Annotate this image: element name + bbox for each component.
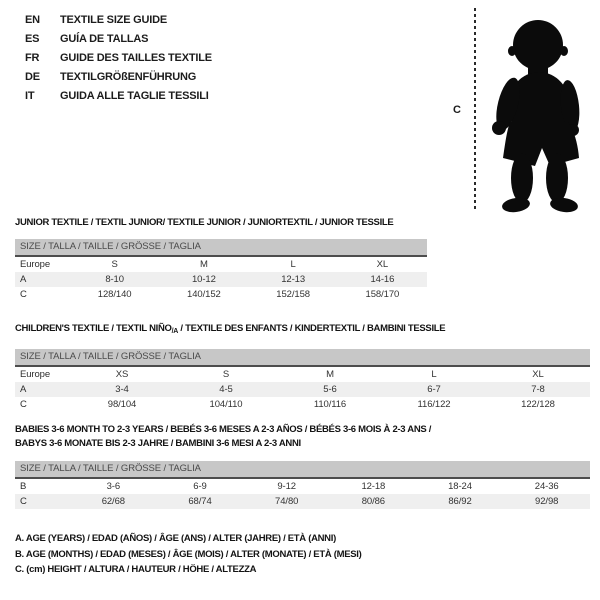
language-label: GUÍA DE TALLAS — [60, 32, 149, 45]
size-value: 122/128 — [521, 399, 555, 410]
table-row — [15, 397, 590, 412]
size-value: 86/92 — [448, 496, 472, 507]
title-text: / TEXTILE DES ENFANTS / KINDERTEXTIL / BAMBINI TESSILE — [178, 323, 446, 334]
table-row — [15, 287, 427, 302]
size-value: 158/170 — [365, 289, 400, 300]
language-code: FR — [25, 51, 40, 64]
column-header: Europe — [20, 259, 51, 270]
size-header-bar: SIZE / TALLA / TAILLE / GRÖSSE / TAGLIA — [15, 349, 590, 367]
size-value: 152/158 — [276, 289, 310, 300]
column-header: XS — [115, 369, 129, 380]
row-label: C — [20, 496, 27, 507]
size-value: 98/104 — [107, 399, 137, 410]
row-label: C — [20, 289, 27, 300]
column-header: M — [326, 369, 334, 380]
junior-table — [15, 216, 427, 302]
baby-silhouette-icon — [486, 18, 596, 216]
language-code: IT — [25, 89, 35, 102]
row-label: A — [20, 384, 27, 395]
language-label: TEXTILGRÖßENFÜHRUNG — [60, 70, 197, 83]
column-header: XL — [532, 369, 544, 380]
size-value: 18-24 — [448, 481, 472, 492]
language-code: EN — [25, 13, 40, 26]
language-code: ES — [25, 32, 40, 45]
size-header-bar: SIZE / TALLA / TAILLE / GRÖSSE / TAGLIA — [15, 461, 590, 479]
row-label: C — [20, 399, 27, 410]
babies-table — [15, 423, 590, 509]
footnote-b: B. AGE (MONTHS) / EDAD (MESES) / ÂGE (MOIS) / ALTER (MONATE) / ETÀ (MESI) — [15, 548, 362, 560]
size-value: 62/68 — [101, 496, 125, 507]
column-header: L — [431, 369, 437, 380]
language-label: GUIDE DES TAILLES TEXTILE — [60, 51, 212, 64]
size-value: 110/116 — [313, 399, 347, 410]
size-value: 92/98 — [535, 496, 559, 507]
size-value: 74/80 — [275, 496, 299, 507]
size-value: 7-8 — [531, 384, 545, 395]
size-value: 80/86 — [361, 496, 385, 507]
size-value: 12-13 — [281, 274, 306, 285]
size-value: 104/110 — [209, 399, 243, 410]
size-value: 10-12 — [191, 274, 216, 285]
column-header: L — [290, 259, 296, 270]
size-header-bar: SIZE / TALLA / TAILLE / GRÖSSE / TAGLIA — [15, 239, 427, 257]
size-value: 9-12 — [277, 481, 296, 492]
spacer — [15, 451, 590, 461]
size-value: 3-4 — [115, 384, 129, 395]
table-row — [15, 272, 427, 287]
table-row — [15, 382, 590, 397]
size-value: 4-5 — [219, 384, 233, 395]
row-label: A — [20, 274, 27, 285]
size-value: 140/152 — [187, 289, 221, 300]
height-dotted-line — [474, 8, 476, 212]
size-value: 24-36 — [534, 481, 559, 492]
row-label: B — [20, 481, 27, 492]
babies-table-title-line1: BABIES 3-6 MONTH TO 2-3 YEARS / BEBÉS 3-6 MESES A 2-3 AÑOS / BÉBÉS 3-6 MOIS À 2-3 ANS / — [15, 424, 432, 435]
language-label: TEXTILE SIZE GUIDE — [60, 13, 168, 26]
size-value: 5-6 — [323, 384, 337, 395]
footnote-c: C. (cm) HEIGHT / ALTURA / HAUTEUR / HÖHE / ALTEZZA — [15, 564, 257, 575]
column-header: XL — [376, 259, 389, 270]
column-header: M — [199, 259, 208, 270]
table-header-row — [15, 257, 427, 272]
children-table-title — [15, 322, 590, 339]
babies-table-title-line2: BABYS 3-6 MONATE BIS 2-3 JAHRE / BAMBINI 3-6 MESI A 2-3 ANNI — [15, 438, 301, 449]
footnotes — [15, 531, 361, 578]
size-value: 68/74 — [188, 496, 212, 507]
size-value: 6-9 — [193, 481, 207, 492]
language-row-en — [25, 10, 212, 29]
column-header: S — [222, 369, 230, 380]
junior-table-title: JUNIOR TEXTILE / TEXTIL JUNIOR/ TEXTILE JUNIOR / JUNIORTEXTIL / JUNIOR TESSILE — [15, 217, 394, 228]
table-row — [15, 494, 590, 509]
language-label: GUIDA ALLE TAGLIE TESSILI — [60, 89, 209, 102]
table-row — [15, 479, 590, 494]
size-value: 8-10 — [105, 274, 124, 285]
size-value: 14-16 — [370, 274, 395, 285]
size-value: 3-6 — [106, 481, 121, 492]
footnote-a: A. AGE (YEARS) / EDAD (AÑOS) / ÂGE (ANS) / ALTER (JAHRE) / ETÀ (ANNI) — [15, 533, 336, 544]
language-row-es — [25, 29, 212, 48]
language-code: DE — [25, 70, 40, 83]
size-value: 128/140 — [97, 289, 132, 300]
column-header: Europe — [20, 369, 51, 380]
size-value: 6-7 — [427, 384, 441, 395]
column-header: S — [111, 259, 118, 270]
title-text: CHILDREN'S TEXTILE / TEXTIL NIÑO — [15, 323, 172, 334]
height-measure-label: C — [453, 104, 461, 116]
title-subscript: /A — [171, 328, 179, 335]
children-table — [15, 322, 590, 412]
language-row-de — [25, 67, 212, 86]
language-row-it — [25, 86, 212, 105]
size-value: 116/122 — [417, 399, 451, 410]
table-header-row — [15, 367, 590, 382]
language-list — [25, 10, 212, 105]
size-value: 12-18 — [361, 481, 386, 492]
language-row-fr — [25, 48, 212, 67]
